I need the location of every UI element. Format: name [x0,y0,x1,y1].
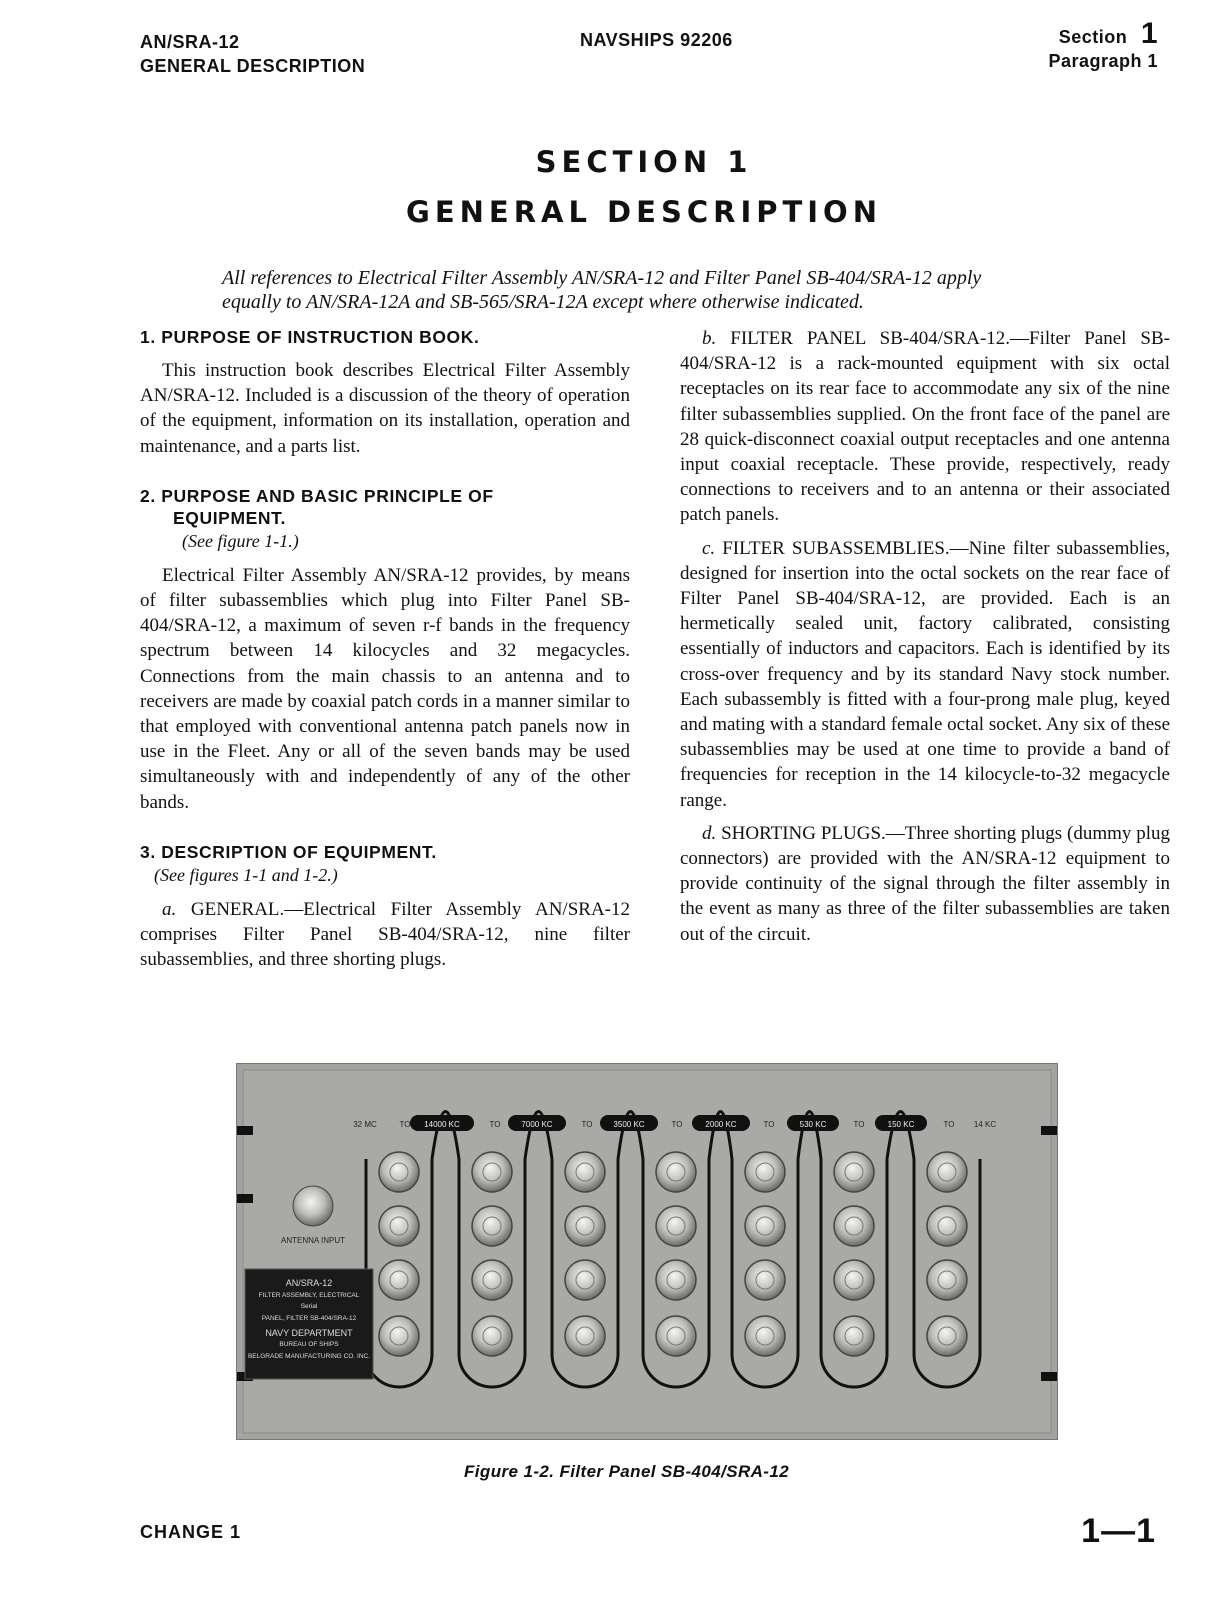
filter-panel-photo [236,1063,1058,1440]
section-number: 1 [1140,17,1158,50]
filter-panel-illustration [237,1064,1057,1439]
coax-output-connector [834,1152,874,1192]
paragraph-3d [680,821,1170,947]
figure-ref-1: (See figure 1-1.) [182,530,299,551]
nameplate-line: BELGRADE MANUFACTURING CO. INC. [247,1353,371,1360]
para-letter-b: b. [702,328,717,349]
paragraph-3c [680,536,1170,813]
para-letter-d: d. [702,822,717,844]
paragraph-3c-text: —Nine filter subassemblies, designed for insertion into the octal sockets on the rear face of Filter Panel SB-404/SRA-12, are provided. Each is an hermetically sealed unit, factory calibrated, consisting essentially of inductors and capacitors. Each is identified by its cross-over frequency and by its standard Navy stock number. Each subassembly is fitted with a four-prong male plug, keyed and mating with a standard female octal socket. Any six of these subassemblies may be used at one time to provide a band of frequencies for reception in the 14 kilocycle-to-32 megacycle range. [680,537,1170,811]
band-label: TO [399,1120,411,1129]
paragraph-3d-text: —Three shorting plugs (dummy plug connectors) are provided with the AN/SRA-12 equipment to provide continuity of the signal through the filter assembly in the event as many as three of the filter subassemblies are taken out of the circuit. [680,822,1170,945]
section-title-small: GENERAL DESCRIPTION [140,56,366,76]
para-title-shorting-plugs: SHORTING PLUGS. [721,822,886,844]
para-title-filter-subassemblies: FILTER SUBASSEMBLIES. [722,537,950,559]
paragraph-label: Paragraph 1 [1048,51,1158,71]
paragraph-2-text: Electrical Filter Assembly AN/SRA-12 provides, by means of filter subassemblies which plug into Filter Panel SB-404/SRA-12, a maximum of seven r-f bands in the frequency spectrum between 14 kilocycles and 32 megacycles. Connections from the main chassis to an antenna and to receivers are made by coaxial patch cords in a manner similar to that employed with conventional antenna patch panels now in use in the Fleet. Any or all of the seven bands may be used simultaneously with and independently of any of the other bands. [140,564,630,813]
band-label: 150 KC [887,1120,915,1129]
coax-output-connector [927,1260,967,1300]
band-label: 14000 KC [424,1120,460,1129]
doc-number: NAVSHIPS 92206 [580,30,733,50]
para-title-filter-panel: FILTER PANEL SB-404/SRA-12. [730,328,1011,349]
band-label: TO [763,1120,775,1129]
coax-output-connector [927,1206,967,1246]
band-label: TO [853,1120,865,1129]
heading-2 [140,485,630,529]
coax-output-connector [472,1206,512,1246]
band-label: TO [943,1120,955,1129]
paragraph-3b-text: —Filter Panel SB-404/SRA-12 is a rack-mounted equipment with six octal receptacles on its rear face to accommodate any six of the nine filter subassemblies supplied. On the front face of the panel are 28 quick-disconnect coaxial output receptacles and one antenna input coaxial receptacle. These provide, respectively, ready connections to receivers and to an antenna or their associated patch panels. [680,328,1170,526]
coax-output-connector [379,1152,419,1192]
paragraph-3b [680,326,1170,528]
nameplate-line: NAVY DEPARTMENT [265,1328,353,1338]
coax-output-connector [472,1316,512,1356]
paragraph-3a-text: —Electrical Filter Assembly AN/SRA-12 comprises Filter Panel SB-404/SRA-12, nine filter subassemblies, and three shorting plugs. [140,898,631,971]
coax-output-connector [565,1316,605,1356]
para-letter-a: a. [162,898,177,920]
running-head-right [1048,17,1158,73]
coax-output-connector [834,1206,874,1246]
coax-output-connector [745,1260,785,1300]
coax-output-connector [656,1152,696,1192]
coax-output-connector [656,1260,696,1300]
band-label: 3500 KC [613,1120,645,1129]
nameplate-line: AN/SRA-12 [285,1278,333,1288]
paragraph-1 [140,358,630,459]
nameplate-line: Serial [300,1303,318,1310]
section-heading: SECTION 1 [535,145,753,179]
paragraph-3a [140,897,630,973]
figure-ref-2: (See figures 1-1 and 1-2.) [154,864,338,885]
band-label: 7000 KC [521,1120,553,1129]
intro-line-1: All references to Electrical Filter Assembly AN/SRA-12 and Filter Panel SB-404/SRA-12 apply [222,267,982,289]
para-letter-c: c. [702,537,716,559]
antenna-input-label: ANTENNA INPUT [280,1236,346,1245]
band-label: TO [581,1120,593,1129]
band-label: 14 KC [973,1120,997,1129]
coax-output-connector [834,1316,874,1356]
coax-output-connector [927,1316,967,1356]
band-label: 32 MC [353,1120,377,1129]
coax-output-connector [834,1260,874,1300]
coax-output-connector [745,1206,785,1246]
coax-output-connector [379,1316,419,1356]
right-column [680,326,1170,947]
equipment-id: AN/SRA-12 [140,32,240,52]
coax-output-connector [656,1206,696,1246]
coax-output-connector [565,1260,605,1300]
page-title: GENERAL DESCRIPTION [406,195,882,229]
band-label: TO [489,1120,501,1129]
intro-note [222,266,1122,314]
coax-output-connector [472,1260,512,1300]
coax-output-connector [565,1206,605,1246]
change-notice: CHANGE 1 [140,1522,242,1542]
intro-line-2: equally to AN/SRA-12A and SB-565/SRA-12A except where otherwise indicated. [222,291,864,313]
nameplate-line: PANEL, FILTER SB-404/SRA-12 [261,1315,357,1322]
coax-output-connector [379,1260,419,1300]
band-label: 2000 KC [705,1120,737,1129]
coax-output-connector [656,1316,696,1356]
para-title-general: GENERAL. [190,898,285,920]
nameplate-line: FILTER ASSEMBLY, ELECTRICAL [258,1292,360,1299]
band-label: 530 KC [799,1120,827,1129]
heading-2-line-2: EQUIPMENT. [173,507,286,528]
coax-output-connector [745,1316,785,1356]
coax-output-connector [565,1152,605,1192]
figure-caption: Figure 1-2. Filter Panel SB-404/SRA-12 [464,1462,790,1481]
coax-output-connector [745,1152,785,1192]
coax-output-connector [927,1152,967,1192]
heading-2-line-1: 2. PURPOSE AND BASIC PRINCIPLE OF [140,485,494,506]
heading-1: 1. PURPOSE OF INSTRUCTION BOOK. [140,327,480,347]
band-label: TO [671,1120,683,1129]
antenna-input-connector [293,1186,333,1226]
nameplate-line: BUREAU OF SHIPS [279,1341,339,1348]
left-column [140,326,630,972]
paragraph-2 [140,563,630,815]
coax-output-connector [472,1152,512,1192]
page-number: 1—1 [1081,1512,1156,1550]
section-label: Section [1058,27,1128,47]
paragraph-1-text: This instruction book describes Electrical Filter Assembly AN/SRA-12. Included is a discussion of the theory of operation of the equipment, information on its installation, operation and maintenance, and a parts list. [140,360,630,457]
coax-output-connector [379,1206,419,1246]
running-head-left [140,30,365,78]
heading-3: 3. DESCRIPTION OF EQUIPMENT. [140,841,437,862]
